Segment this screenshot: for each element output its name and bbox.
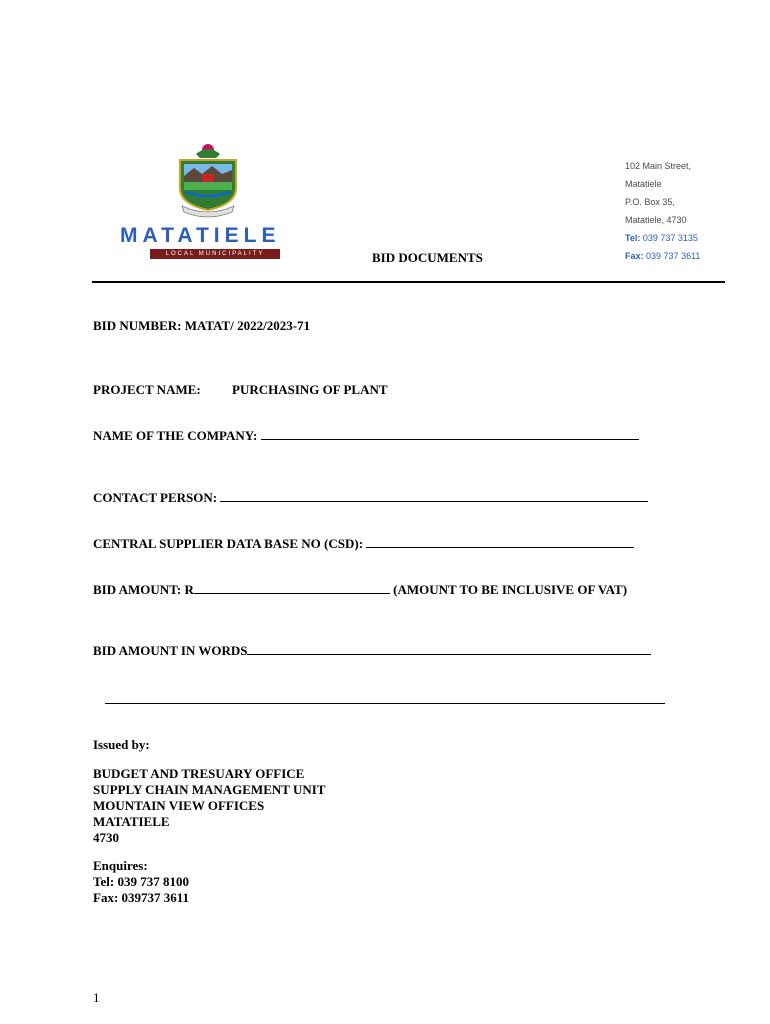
contact-person-blank[interactable] [220, 490, 648, 502]
company-name-blank[interactable] [261, 428, 639, 440]
bid-number: BID NUMBER: MATAT/ 2022/2023-71 [93, 318, 311, 333]
tel-label: Tel: [625, 233, 641, 243]
bid-amount-words-blank[interactable] [247, 643, 651, 655]
enquiries-fax: Fax: 039737 3611 [93, 890, 190, 905]
bid-amount-words-label: BID AMOUNT IN WORDS [93, 643, 248, 658]
fax-value: 039 737 3611 [646, 251, 701, 261]
municipality-subtitle-band: LOCAL MUNICIPALITY [150, 249, 280, 259]
municipality-wordmark: MATATIELE [120, 224, 281, 247]
project-name-value: PURCHASING OF PLANT [232, 382, 388, 397]
tel-value: 039 737 3135 [642, 233, 698, 243]
enquiries-tel: Tel: 039 737 8100 [93, 874, 189, 889]
project-name-label: PROJECT NAME: [93, 382, 201, 397]
issued-by-label: Issued by: [93, 737, 150, 752]
bid-amount-words-field [93, 643, 651, 659]
issuer-line: MATATIELE [93, 814, 170, 829]
csd-blank[interactable] [366, 536, 634, 548]
bid-amount-words-continuation[interactable] [105, 692, 665, 704]
company-name-label: NAME OF THE COMPANY: [93, 428, 258, 443]
issuer-line: MOUNTAIN VIEW OFFICES [93, 798, 265, 813]
bid-amount-note: (AMOUNT TO BE INCLUSIVE OF VAT) [393, 582, 628, 597]
address-town: Matatiele [625, 179, 662, 189]
issuer-line: BUDGET AND TRESUARY OFFICE [93, 766, 305, 781]
enquiries-block [93, 858, 189, 906]
address-street: 102 Main Street, [625, 161, 692, 171]
enquiries-label: Enquires: [93, 858, 148, 873]
csd-field [93, 536, 634, 552]
issuer-line: 4730 [93, 830, 119, 845]
page-number: 1 [93, 990, 100, 1005]
bid-amount-field [93, 582, 627, 598]
contact-person-label: CONTACT PERSON: [93, 490, 218, 505]
issuer-line: SUPPLY CHAIN MANAGEMENT UNIT [93, 782, 326, 797]
csd-label: CENTRAL SUPPLIER DATA BASE NO (CSD): [93, 536, 364, 551]
address-tel [625, 233, 698, 243]
fax-label: Fax: [625, 251, 644, 261]
page-title: BID DOCUMENTS [372, 250, 483, 265]
address-town-code: Matatiele, 4730 [625, 215, 687, 225]
address-po-box: P.O. Box 35, [625, 197, 675, 207]
bid-amount-blank[interactable] [194, 582, 390, 594]
contact-person-field [93, 490, 648, 506]
bid-amount-label: BID AMOUNT: R [93, 582, 194, 597]
company-name-field [93, 428, 639, 444]
municipality-crest [172, 142, 244, 220]
issuer-address [93, 766, 325, 846]
address-fax [625, 251, 700, 261]
header-divider [92, 281, 725, 283]
